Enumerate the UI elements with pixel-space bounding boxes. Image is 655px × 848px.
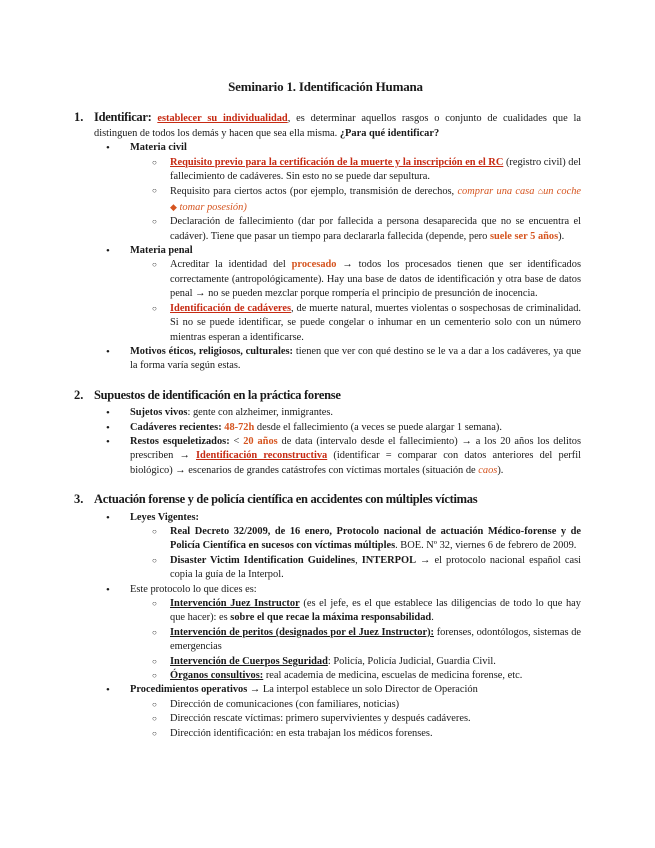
- car-icon: ◆: [170, 201, 177, 212]
- list-item: ○ Dirección rescate víctimas: primero supervivientes y después cadáveres.: [130, 712, 581, 726]
- list-item: ○ Intervención de peritos (designados por el Juez Instructor): forenses, odontólogos, sistemas de emergencias: [130, 626, 581, 655]
- list-item: ○ Real Decreto 32/2009, de 16 enero, Protocolo nacional de actuación Médico-forense y de Policía Científica en sucesos con víctimas múltiples. BOE. Nº 32, viernes 6 de febrero de 2009.: [130, 525, 581, 554]
- highlight-text: establecer su individualidad: [157, 113, 288, 125]
- section-title: Identificar:: [94, 110, 152, 125]
- list-item: ○ Intervención Juez Instructor (es el jefe, es el que establece las diligencias de todo lo que hay que hacer): es sobre el que recae la máxima responsabilidad.: [130, 597, 581, 626]
- list-item: ○ Requisito previo para la certificación de la muerte y la inscripción en el RC (registro civil) del fallecimiento de cadáveres. Sin esto no se puede dar sepultura.: [130, 156, 581, 185]
- list-item: • Leyes Vigentes: ○ Real Decreto 32/2009, de 16 enero, Protocolo nacional de actuación Médico-forense y de Policía Científica en sucesos con víctimas múltiples. BOE. Nº 32, viernes 6 de febrero de 2009. ○ Disaster Victim Identification Guidelines, INTERPOL → el protocolo nacional español casi copia la guía de la Interpol.: [94, 511, 581, 583]
- list-item: ○ Intervención de Cuerpos Seguridad: Policía, Policía Judicial, Guardia Civil.: [130, 655, 581, 669]
- section-title: Actuación forense y de policía científica en accidentes con múltiples víctimas: [94, 492, 478, 507]
- list-item: • Materia civil ○ Requisito previo para la certificación de la muerte y la inscripción en el RC (registro civil) del fallecimiento de cadáveres. Sin esto no se puede dar sepultura. ○ Requisito para ciertos actos (por ejemplo, transmisión de derechos, comprar una casa ⌂un coche ◆ tomar posesión) ○ Declaración de fallecimiento (dar por fallecida a persona desaparecida que no se encuentra el cadáver). Tiene que pasar un tiempo para declararla fallecida (depende, pero suele ser 5 años).: [94, 141, 581, 244]
- list-item: • Materia penal ○ Acreditar la identidad del procesado → todos los procesados tienen que ser identificados correctamente (antropológicamente). Hay una base de datos de identificación y otra base de datos penal → no se pueden mezclar porque rompería el principio de presunción de inocencia. ○ Identificación de cadáveres, de muerte natural, muertes violentas o sospechosas de criminalidad. Si no se puede identificar, se puede congelar o inhumar en un cementerio solo con un número mientras esperan a identificarse.: [94, 244, 581, 345]
- list-item: ○ Identificación de cadáveres, de muerte natural, muertes violentas o sospechosas de criminalidad. Si no se puede identificar, se puede congelar o inhumar en un cementerio solo con un número mientras esperan a identificarse.: [130, 302, 581, 345]
- section-3: [70, 492, 581, 741]
- list-item: ○ Órganos consultivos: real academia de medicina, escuelas de medicina forense, etc.: [130, 669, 581, 683]
- list-item: ○ Requisito para ciertos actos (por ejemplo, transmisión de derechos, comprar una casa ⌂un coche ◆ tomar posesión): [130, 184, 581, 215]
- list-item: • Restos esqueletizados: < 20 años de data (intervalo desde el fallecimiento) → a los 20 años los delitos prescriben → Identificación reconstructiva (identificar = comparar con datos anteriores del perfil biológico) → escenarios de grandes catástrofes con víctimas mortales (situación de caos).: [94, 435, 581, 478]
- question-text: ¿Para qué identificar?: [339, 127, 440, 139]
- list-item: ○ Dirección identificación: en esta trabajan los médicos forenses.: [130, 727, 581, 741]
- list-item: ○ Disaster Victim Identification Guidelines, INTERPOL → el protocolo nacional español casi copia la guía de la Interpol.: [130, 554, 581, 583]
- page-title: Seminario 1. Identificación Humana: [228, 79, 423, 94]
- list-item: • Este protocolo lo que dices es: ○ Intervención Juez Instructor (es el jefe, es el que establece las diligencias de todo lo que hay que hacer): es sobre el que recae la máxima responsabilidad. ○ Intervención de peritos (designados por el Juez Instructor): forenses, odontólogos, sistemas de emergencias ○ Intervención de Cuerpos Seguridad: Policía, Policía Judicial, Guardia Civil. ○ Órganos consultivos: real academia de medicina, escuelas de medicina forense, etc.: [94, 583, 581, 684]
- section-1-intro: Identificar: establecer su individualidad, es determinar aquellos rasgos o conjunto de cualidades que la distinguen de todos los demás y hacen que sea ella misma. ¿Para qué identificar?: [94, 110, 581, 139]
- section-number: 3.: [74, 492, 84, 507]
- house-icon: ⌂: [537, 186, 544, 197]
- section-1: [70, 110, 581, 373]
- section-number: 1.: [74, 110, 84, 125]
- list-item: • Sujetos vivos: gente con alzheimer, inmigrantes.: [94, 406, 581, 420]
- list-item: ○ Dirección de comunicaciones (con familiares, noticias): [130, 698, 581, 712]
- list-item: • Procedimientos operativos → La interpol establece un solo Director de Operación ○ Dirección de comunicaciones (con familiares, noticias) ○ Dirección rescate víctimas: primero supervivientes y después cadáveres. ○ Dirección identificación: en esta trabajan los médicos forenses.: [94, 683, 581, 741]
- section-title: Supuestos de identificación en la práctica forense: [94, 387, 341, 402]
- section-2: [70, 388, 581, 478]
- section-number: 2.: [74, 387, 84, 402]
- list-item: ○ Declaración de fallecimiento (dar por fallecida a persona desaparecida que no se encuentra el cadáver). Tiene que pasar un tiempo para declararla fallecida (depende, pero suele ser 5 años).: [130, 215, 581, 244]
- list-item: ○ Acreditar la identidad del procesado → todos los procesados tienen que ser identificados correctamente (antropológicamente). Hay una base de datos de identificación y otra base de datos penal → no se pueden mezclar porque rompería el principio de presunción de inocencia.: [130, 258, 581, 301]
- list-item: • Motivos éticos, religiosos, culturales: tienen que ver con qué destino se le va a dar a los cadáveres, ya que la forma varía según estas.: [94, 345, 581, 374]
- list-item: • Cadáveres recientes: 48-72h desde el fallecimiento (a veces se puede alargar 1 semana).: [94, 421, 581, 435]
